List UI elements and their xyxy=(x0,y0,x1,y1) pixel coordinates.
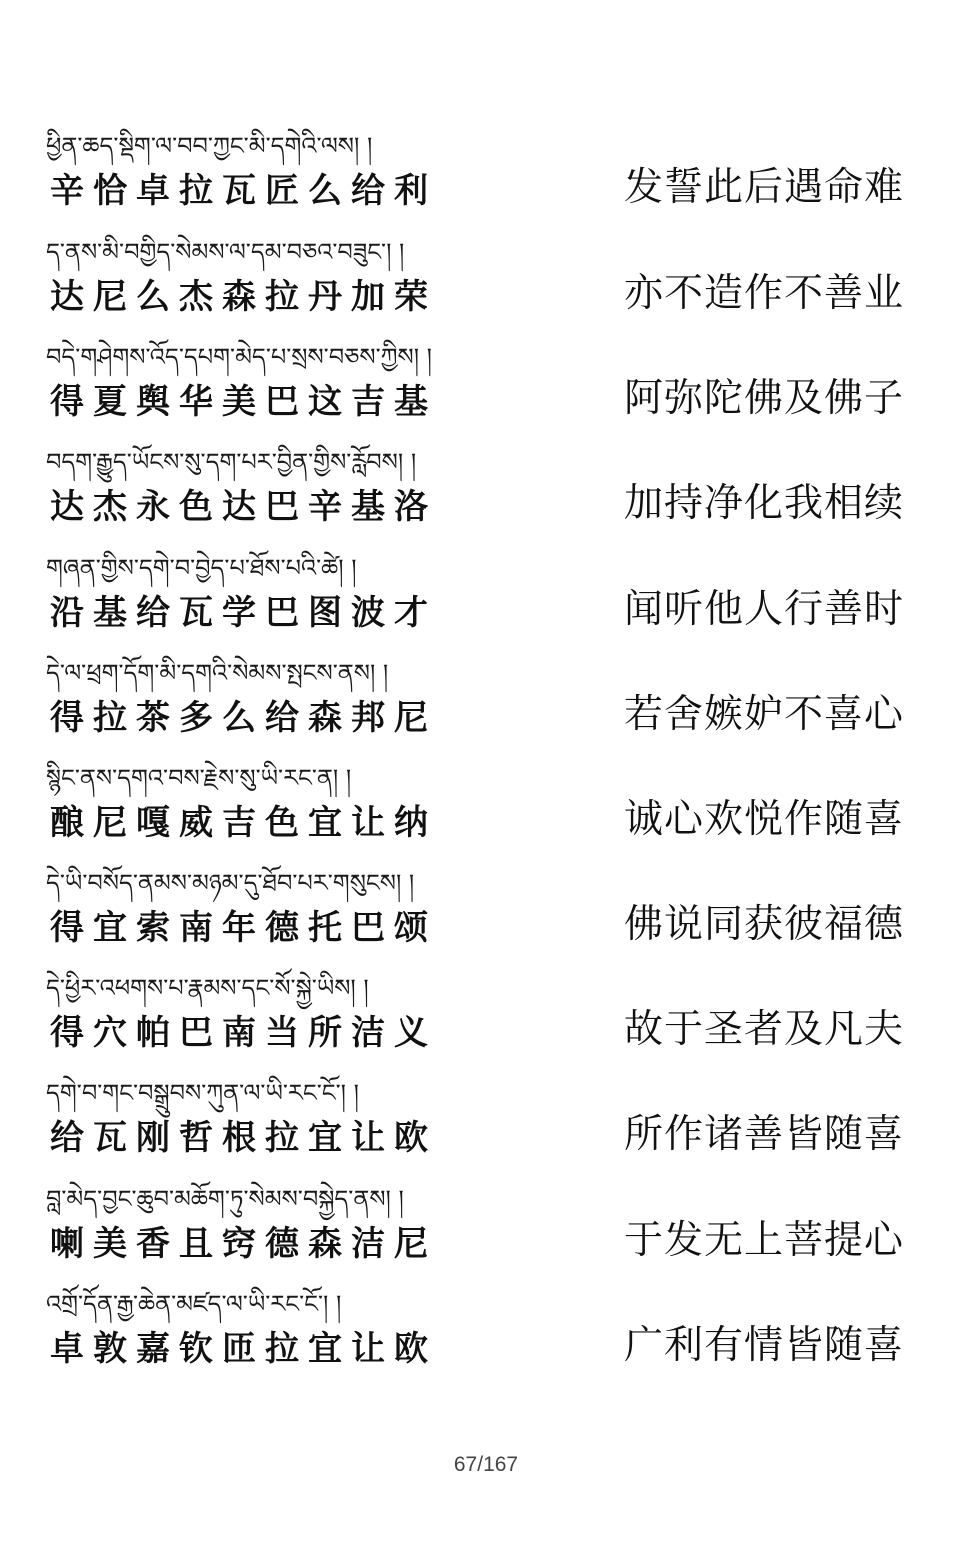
translation-line: 加持净化我相续 xyxy=(623,481,904,526)
verse-block xyxy=(46,442,916,548)
verse-block xyxy=(46,232,916,338)
translation-line: 故于圣者及凡夫 xyxy=(623,1007,904,1052)
verse-block xyxy=(46,548,916,654)
phonetic-line: 达杰永色达巴辛基洛 xyxy=(50,487,437,527)
tibetan-line: གཞན་གྱིས་དགེ་བ་བྱེད་པ་ཐོས་པའི་ཚེ། ། xyxy=(46,554,357,582)
phonetic-line: 得宜索南年德托巴颂 xyxy=(50,908,437,948)
tibetan-line: དེ་ལ་ཕྲག་དོག་མི་དགའི་སེམས་སྤངས་ནས། ། xyxy=(46,659,389,687)
translation-line: 闻听他人行善时 xyxy=(623,587,904,632)
verse-block xyxy=(46,126,916,232)
verse-block xyxy=(46,1179,916,1285)
phonetic-line: 卓敦嘉钦匝拉宜让欧 xyxy=(50,1329,437,1369)
translation-line: 于发无上菩提心 xyxy=(623,1218,904,1263)
tibetan-line: བླ་མེད་བྱང་ཆུབ་མཆོག་ཏུ་སེམས་བསྐྱེད་ནས། ། xyxy=(46,1185,404,1213)
verse-block xyxy=(46,653,916,759)
page-number: 67/167 xyxy=(453,1453,519,1476)
translation-line: 诚心欢悦作随喜 xyxy=(623,797,904,842)
verse-block xyxy=(46,1073,916,1179)
translation-line: 若舍嫉妒不喜心 xyxy=(623,692,904,737)
tibetan-line: བདག་རྒྱུད་ཡོངས་སུ་དག་པར་བྱིན་གྱིས་རློབས། ། xyxy=(46,448,417,476)
tibetan-line: ད་ནས་མི་བགྱིད་སེམས་ལ་དམ་བཅའ་བཟུང་། ། xyxy=(46,238,405,266)
phonetic-line: 沿基给瓦学巴图波才 xyxy=(50,593,437,633)
translation-line: 发誓此后遇命难 xyxy=(623,165,904,210)
phonetic-line: 得穴帕巴南当所洁义 xyxy=(50,1013,437,1053)
phonetic-line: 得夏舆华美巴这吉基 xyxy=(50,382,437,422)
verse-block xyxy=(46,758,916,864)
phonetic-line: 喇美香且窍德森洁尼 xyxy=(50,1224,437,1264)
tibetan-line: བདེ་གཤེགས་འོད་དཔག་མེད་པ་སྲས་བཅས་ཀྱིས། ། xyxy=(46,343,432,371)
tibetan-line: སྙིང་ནས་དགའ་བས་རྗེས་སུ་ཡི་རང་ན། ། xyxy=(46,764,352,792)
translation-line: 阿弥陀佛及佛子 xyxy=(623,376,904,421)
tibetan-line: དེ་ཕྱིར་འཕགས་པ་རྣམས་དང་སོ་སྐྱེ་ཡིས། ། xyxy=(46,974,369,1002)
translation-line: 亦不造作不善业 xyxy=(623,271,904,316)
verse-block xyxy=(46,863,916,969)
phonetic-line: 酿尼嘎威吉色宜让纳 xyxy=(50,803,437,843)
translation-line: 所作诸善皆随喜 xyxy=(623,1112,904,1157)
translation-line: 佛说同获彼福德 xyxy=(623,902,904,947)
phonetic-line: 达尼么杰森拉丹加荣 xyxy=(50,277,437,317)
phonetic-line: 辛恰卓拉瓦匠么给利 xyxy=(50,171,437,211)
tibetan-line: ཕྱིན་ཆད་སྡིག་ལ་བབ་ཀྱང་མི་དགེའི་ལས། ། xyxy=(46,132,373,160)
translation-line: 广利有情皆随喜 xyxy=(623,1323,904,1368)
tibetan-line: དེ་ཡི་བསོད་ནམས་མཉམ་དུ་ཐོབ་པར་གསུངས། ། xyxy=(46,869,415,897)
verse-block xyxy=(46,968,916,1074)
tibetan-line: འགྲོ་དོན་རྒྱ་ཆེན་མཛད་ལ་ཡི་རང་ངོ་། ། xyxy=(46,1290,342,1318)
verse-block xyxy=(46,1284,916,1390)
phonetic-line: 给瓦刚哲根拉宜让欧 xyxy=(50,1118,437,1158)
tibetan-line: དགེ་བ་གང་བསྒྲུབས་ཀུན་ལ་ཡི་རང་ངོ་། ། xyxy=(46,1079,359,1107)
phonetic-line: 得拉茶多么给森邦尼 xyxy=(50,698,437,738)
verse-block xyxy=(46,337,916,443)
